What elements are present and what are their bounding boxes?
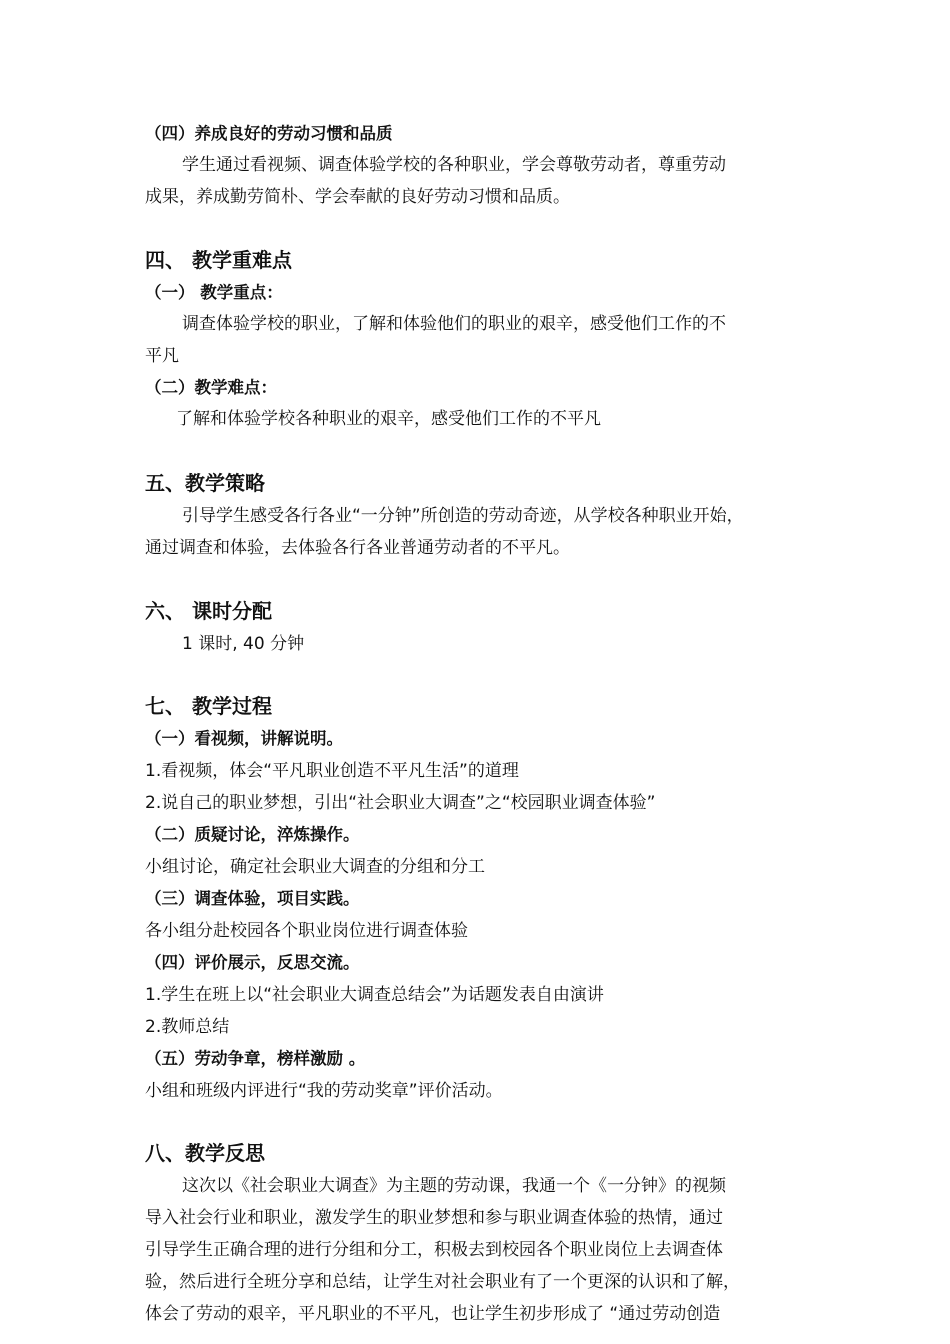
process-step-heading: （三）调查体验，项目实践。 [145,889,360,908]
section-title-key-points: 四、 教学重难点 [145,248,292,272]
paragraph-line: 这次以《社会职业大调查》为主题的劳动课，我通一个《一分钟》的视频 [182,1176,726,1196]
paragraph-line: 导入社会行业和职业，激发学生的职业梦想和参与职业调查体验的热情，通过 [145,1208,723,1228]
paragraph-line: 引导学生感受各行各业“一分钟”所创造的劳动奇迹，从学校各种职业开始， [182,506,744,526]
section-title-reflection: 八、教学反思 [145,1141,265,1165]
paragraph-line: 调查体验学校的职业，了解和体验他们的职业的艰辛，感受他们工作的不 [182,314,726,334]
process-item: 1.学生在班上以“社会职业大调查总结会”为话题发表自由演讲 [145,985,604,1005]
schedule-text: 1 课时, 40 分钟 [182,634,305,654]
process-step-heading: （一）看视频，讲解说明。 [145,729,343,748]
paragraph-line: 成果，养成勤劳简朴、学会奉献的良好劳动习惯和品质。 [145,187,570,207]
section-title-process: 七、 教学过程 [145,694,272,718]
process-step-heading: （二）质疑讨论，淬炼操作。 [145,825,360,844]
process-step-heading: （五）劳动争章，榜样激励 。 [145,1049,366,1068]
process-item: 小组讨论，确定社会职业大调查的分组和分工 [145,857,485,877]
subheading-focus: （一） 教学重点： [145,283,283,302]
process-item: 小组和班级内评进行“我的劳动奖章”评价活动。 [145,1081,503,1101]
process-item: 2.教师总结 [145,1017,230,1037]
section-title-schedule: 六、 课时分配 [145,599,272,623]
paragraph-line: 了解和体验学校各种职业的艰辛，感受他们工作的不平凡 [176,409,601,429]
paragraph-line: 学生通过看视频、调查体验学校的各种职业，学会尊敬劳动者，尊重劳动 [182,155,726,175]
paragraph-line: 引导学生正确合理的进行分组和分工，积极去到校园各个职业岗位上去调查体 [145,1240,723,1260]
process-step-heading: （四）评价展示，反思交流。 [145,953,360,972]
section-title-strategy: 五、教学策略 [145,471,265,495]
paragraph-line: 体会了劳动的艰辛，平凡职业的不平凡，也让学生初步形成了 “通过劳动创造 [145,1304,721,1324]
paragraph-line: 平凡 [145,346,179,366]
subheading-difficulty: （二）教学难点： [145,378,277,397]
section-heading-habit: （四）养成良好的劳动习惯和品质 [145,124,393,143]
process-item: 各小组分赴校园各个职业岗位进行调查体验 [145,921,468,941]
process-item: 2.说自己的职业梦想，引出“社会职业大调查”之“校园职业调查体验” [145,793,656,813]
process-item: 1.看视频，体会“平凡职业创造不平凡生活”的道理 [145,761,519,781]
paragraph-line: 通过调查和体验，去体验各行各业普通劳动者的不平凡。 [145,538,570,558]
paragraph-line: 验，然后进行全班分享和总结，让学生对社会职业有了一个更深的认识和了解， [145,1272,740,1292]
